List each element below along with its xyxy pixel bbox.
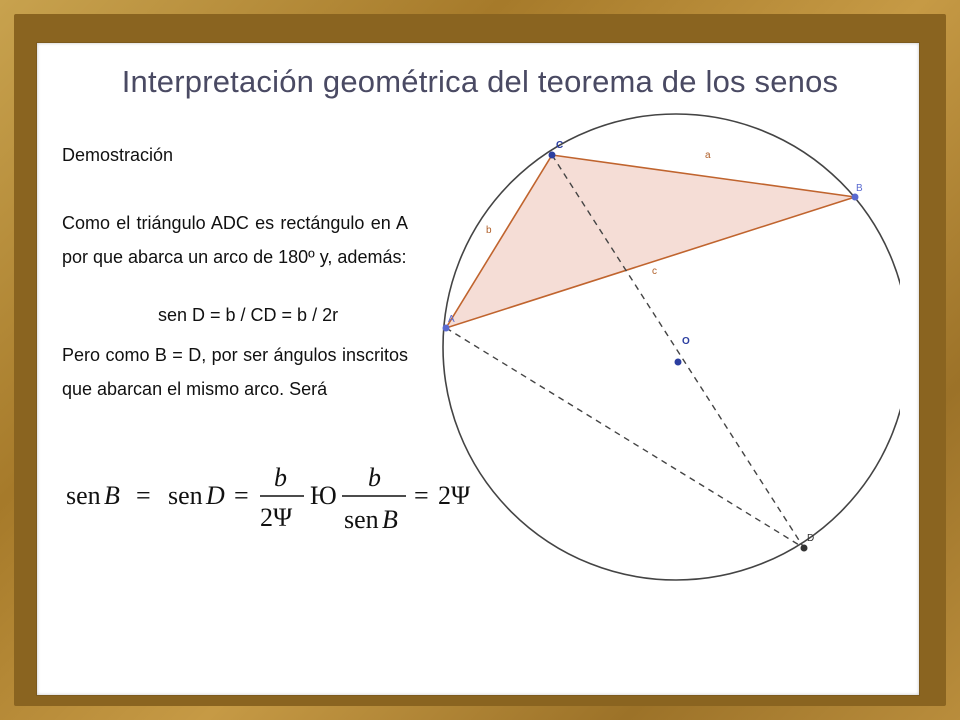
paragraph-1: Como el triángulo ADC es rectángulo en A por que abarca un arco de 180º y, además: [62,213,408,267]
point-a [443,325,450,332]
formula-frac1-num: b [274,463,287,492]
formula-sen-1: sen [66,481,101,510]
label-side-c: c [652,266,657,277]
point-c [549,152,556,159]
formula-rhs: 2Ψ [438,481,471,510]
formula-var-d: D [206,481,225,510]
triangle-abc [446,155,855,328]
equation-sen-d: sen D = b / CD = b / 2r [158,305,339,325]
formula-frac2-num: b [368,463,381,492]
point-o [675,359,682,366]
formula-eq-3: = [414,481,429,510]
formula-var-b: B [104,481,120,510]
circumscribed-triangle-diagram [430,110,900,620]
label-a: A [448,314,455,325]
formula-frac2-den-var: B [382,505,398,534]
point-b [852,194,859,201]
formula-frac1-den: 2Ψ [260,503,293,532]
label-o: O [682,336,690,347]
formula-frac2-den-fn: sen [344,505,379,534]
formula-eq-1: = [136,481,151,510]
formula-sen-2: sen [168,481,203,510]
label-d: D [807,533,815,544]
label-c: C [556,140,564,151]
label-side-a: a [705,150,711,161]
label-side-b: b [486,225,492,236]
sine-law-formula [60,452,490,552]
formula-symbol: Ю [310,481,337,510]
section-label: Demostración [62,145,174,165]
point-d [801,545,808,552]
formula-eq-2: = [234,481,249,510]
paragraph-2: Pero como B = D, por ser ángulos inscritos que abarcan el mismo arco. Será [62,345,408,399]
slide-title: Interpretación geométrica del teorema de los senos [121,64,839,99]
label-b: B [856,183,863,194]
chord-ad [446,328,804,548]
